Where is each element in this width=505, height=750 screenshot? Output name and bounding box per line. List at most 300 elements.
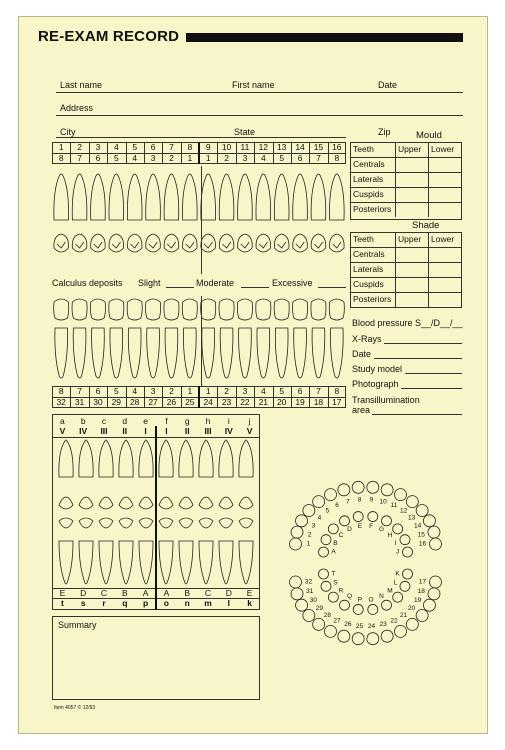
xrays-line[interactable]: [384, 343, 462, 344]
primary-lower-occlusal: [239, 518, 253, 528]
arch-tooth-lower[interactable]: [325, 625, 337, 637]
calculus-slight-line[interactable]: [166, 287, 194, 288]
arch-tooth-number: 29: [315, 604, 324, 612]
arch-primary-upper[interactable]: [382, 516, 392, 526]
mould-header-teeth: Teeth: [353, 144, 374, 154]
lower-tooth-buccal: [330, 328, 343, 378]
primary-tooth-label: n: [184, 598, 190, 608]
primary-upper-occlusal: [79, 497, 93, 509]
primary-upper-tooth: [159, 440, 173, 477]
arch-tooth-number: 12: [400, 507, 408, 515]
arch-primary-lower[interactable]: [368, 604, 378, 614]
upper-strip-number: 13: [276, 142, 287, 152]
primary-lower-tooth: [219, 541, 233, 584]
lower-strip-number: 31: [74, 397, 85, 407]
arch-primary-upper[interactable]: [328, 524, 338, 534]
upper-strip-number: 11: [240, 142, 250, 152]
primary-lower-tooth: [139, 541, 153, 584]
upper-strip-number: 7: [169, 142, 174, 152]
arch-primary-upper[interactable]: [400, 535, 410, 545]
arch-primary-lower[interactable]: [340, 600, 350, 610]
primary-tooth-label: h: [205, 416, 211, 426]
upper-tooth-buccal: [311, 174, 326, 220]
primary-tooth-label: m: [204, 598, 212, 608]
upper-tooth-fissure: [94, 242, 102, 248]
upper-strip-number: 2: [77, 142, 82, 152]
upper-tooth-occlusal: [274, 234, 289, 252]
upper-tooth-buccal: [219, 174, 234, 220]
study-model-line[interactable]: [405, 373, 462, 374]
primary-tooth-label: E: [246, 588, 253, 598]
calculus-moderate-label: Moderate: [196, 278, 235, 288]
lower-strip-number: 7: [77, 386, 82, 396]
primary-tooth-label: I: [144, 426, 147, 436]
primary-lower-tooth: [59, 541, 73, 584]
upper-strip-number: 4: [132, 153, 138, 163]
arch-primary-upper[interactable]: [319, 547, 329, 557]
lower-strip-number: 3: [150, 386, 156, 396]
primary-tooth-label: V: [59, 426, 66, 436]
shade-row-posteriors: Posteriors: [353, 294, 392, 304]
primary-tooth-label: V: [246, 426, 253, 436]
lower-tooth-buccal: [202, 328, 215, 378]
dental-arch-chart: [283, 470, 448, 650]
lower-tooth-buccal: [294, 328, 307, 378]
upper-tooth-buccal: [238, 174, 253, 220]
arch-tooth-lower[interactable]: [291, 588, 303, 600]
lower-midline: [201, 296, 202, 386]
lower-strip-number: 6: [95, 386, 101, 396]
primary-tooth-label: D: [80, 588, 87, 598]
upper-tooth-buccal: [91, 174, 106, 220]
arch-primary-upper[interactable]: [340, 516, 350, 526]
lower-tooth-occlusal: [219, 299, 234, 320]
upper-strip-number: 8: [334, 153, 340, 163]
upper-tooth-buccal: [256, 174, 271, 220]
primary-upper-occlusal: [119, 497, 133, 509]
upper-tooth-fissure: [204, 242, 212, 248]
arch-primary-upper[interactable]: [393, 524, 403, 534]
arch-tooth-lower[interactable]: [430, 576, 442, 588]
upper-tooth-occlusal: [127, 234, 142, 252]
lower-strip-number: 2: [224, 386, 229, 396]
photograph-label: Photograph: [352, 379, 399, 389]
upper-tooth-buccal: [293, 174, 308, 220]
upper-tooth-fissure: [314, 242, 322, 248]
upper-strip-number: 8: [58, 153, 64, 163]
lower-tooth-buccal: [312, 328, 325, 378]
arch-tooth-upper[interactable]: [430, 538, 442, 550]
lower-tooth-occlusal: [274, 299, 289, 320]
upper-tooth-fissure: [149, 242, 157, 248]
arch-tooth-upper[interactable]: [352, 481, 364, 493]
upper-tooth-buccal: [201, 174, 216, 220]
lower-strip-number: 24: [203, 397, 213, 407]
arch-tooth-upper[interactable]: [338, 484, 350, 496]
primary-upper-occlusal: [99, 497, 113, 509]
primary-lower-occlusal: [119, 518, 133, 528]
arch-tooth-number: 16: [418, 540, 427, 548]
shade-row-laterals: Laterals: [353, 264, 384, 274]
lower-strip-number: 29: [111, 397, 122, 407]
primary-upper-tooth: [99, 440, 113, 477]
lower-tooth-buccal: [183, 328, 196, 378]
primary-upper-occlusal: [139, 497, 153, 509]
mould-row-laterals: Laterals: [353, 174, 384, 184]
city-line[interactable]: [56, 137, 346, 138]
primary-lower-tooth: [79, 541, 93, 584]
upper-strip-number: 5: [279, 153, 285, 163]
primary-tooth-label: II: [122, 426, 128, 436]
first-name-label: First name: [232, 80, 275, 90]
primary-tooth-label: k: [247, 598, 252, 608]
address-line[interactable]: [56, 115, 463, 116]
lower-tooth-occlusal: [293, 299, 308, 320]
transillumination-area-label: area: [352, 405, 371, 415]
shade-row-centrals: Centrals: [353, 249, 385, 259]
mould-lower-cell[interactable]: [429, 188, 461, 201]
upper-tooth-buccal: [164, 174, 179, 220]
arch-tooth-number: 10: [379, 498, 387, 506]
primary-tooth-label: B: [184, 588, 191, 598]
arch-tooth-upper[interactable]: [313, 496, 325, 508]
primary-lower-tooth: [119, 541, 133, 584]
arch-tooth-upper[interactable]: [416, 504, 428, 516]
upper-teeth-diagram: [52, 170, 346, 270]
arch-tooth-lower[interactable]: [290, 576, 302, 588]
arch-tooth-upper[interactable]: [367, 481, 379, 493]
arch-primary-lower[interactable]: [403, 569, 413, 579]
arch-primary-upper[interactable]: [368, 512, 378, 522]
upper-strip-number: 1: [58, 142, 64, 152]
lower-strip-number: 20: [276, 397, 287, 407]
lower-strip-number: 4: [260, 386, 266, 396]
arch-tooth-number: 13: [407, 514, 416, 522]
arch-tooth-upper[interactable]: [406, 496, 418, 508]
shade-upper-cell[interactable]: [396, 293, 427, 306]
arch-primary-letter: D: [347, 526, 352, 534]
upper-tooth-fissure: [296, 242, 304, 248]
upper-tooth-occlusal: [109, 234, 124, 252]
calculus-excessive-line[interactable]: [318, 287, 346, 288]
summary-label: Summary: [58, 620, 97, 630]
upper-tooth-buccal: [329, 174, 344, 220]
primary-tooth-label: III: [100, 426, 108, 436]
arch-tooth-lower[interactable]: [367, 633, 379, 645]
primary-tooth-label: A: [163, 588, 170, 598]
primary-tooth-label: B: [121, 588, 128, 598]
upper-strip-number: 1: [187, 153, 193, 163]
mould-row-cuspids: Cuspids: [353, 189, 384, 199]
upper-strip-number: 15: [313, 142, 324, 152]
mould-row-centrals: Centrals: [353, 159, 385, 169]
primary-lower-tooth: [239, 541, 253, 584]
arch-tooth-number: 15: [417, 531, 425, 539]
shade-header-lower: Lower: [431, 234, 455, 244]
upper-strip-number: 4: [260, 153, 266, 163]
shade-row-cuspids: Cuspids: [353, 279, 384, 289]
lower-strip-number: 32: [56, 397, 66, 407]
lower-tooth-occlusal: [127, 299, 142, 320]
arch-tooth-lower[interactable]: [296, 599, 308, 611]
upper-tooth-occlusal: [201, 234, 216, 252]
upper-strip-number: 7: [77, 153, 82, 163]
arch-primary-lower[interactable]: [400, 581, 410, 591]
lower-strip-number: 25: [185, 397, 195, 407]
upper-tooth-occlusal: [183, 234, 198, 252]
lower-strip-number: 17: [332, 397, 342, 407]
lower-strip-number: 22: [240, 397, 250, 407]
arch-tooth-number: 18: [417, 588, 425, 596]
upper-strip-number: 16: [332, 142, 342, 152]
upper-tooth-occlusal: [293, 234, 308, 252]
shade-lower-cell[interactable]: [429, 293, 461, 306]
zip-label: Zip: [378, 127, 391, 137]
arch-tooth-lower[interactable]: [338, 630, 350, 642]
arch-primary-lower[interactable]: [321, 581, 331, 591]
lower-tooth-occlusal: [90, 299, 105, 320]
upper-strip-number: 3: [95, 142, 101, 152]
shade-lower-cell[interactable]: [429, 263, 461, 276]
arch-tooth-number: 30: [309, 596, 318, 604]
lower-tooth-occlusal: [72, 299, 87, 320]
city-label: City: [60, 127, 76, 137]
arch-primary-upper[interactable]: [403, 547, 413, 557]
arch-tooth-lower[interactable]: [416, 610, 428, 622]
upper-tooth-occlusal: [72, 234, 87, 252]
lower-strip-number: 2: [169, 386, 174, 396]
upper-tooth-buccal: [127, 174, 142, 220]
lower-tooth-buccal: [239, 328, 252, 378]
arch-primary-upper[interactable]: [353, 512, 363, 522]
upper-tooth-occlusal: [54, 234, 69, 252]
primary-lower-occlusal: [199, 518, 213, 528]
mould-header-lower: Lower: [431, 144, 455, 154]
transillumination-line[interactable]: [372, 414, 462, 415]
shade-title: Shade: [412, 220, 440, 231]
arch-primary-letter: Q: [346, 593, 353, 601]
arch-tooth-upper[interactable]: [395, 489, 407, 501]
arch-tooth-number: 27: [333, 617, 341, 625]
arch-tooth-lower[interactable]: [303, 610, 315, 622]
upper-tooth-fissure: [112, 242, 120, 248]
lower-tooth-occlusal: [146, 299, 161, 320]
primary-tooth-label: s: [80, 598, 86, 608]
exam-date-line[interactable]: [374, 358, 462, 359]
shade-lower-cell[interactable]: [429, 278, 461, 291]
lower-tooth-buccal: [55, 328, 68, 378]
primary-lower-occlusal: [139, 518, 153, 528]
upper-tooth-buccal: [109, 174, 124, 220]
upper-tooth-buccal: [274, 174, 289, 220]
upper-strip-number: 5: [132, 142, 138, 152]
arch-tooth-upper[interactable]: [303, 504, 315, 516]
primary-tooth-label: p: [142, 598, 149, 608]
mould-lower-cell[interactable]: [429, 158, 461, 171]
primary-lower-occlusal: [99, 518, 113, 528]
arch-tooth-upper[interactable]: [296, 515, 308, 527]
arch-primary-lower[interactable]: [328, 592, 338, 602]
lower-tooth-buccal: [147, 328, 160, 378]
lower-tooth-buccal: [110, 328, 123, 378]
primary-upper-occlusal: [239, 497, 253, 509]
lower-strip-number: 1: [205, 386, 211, 396]
upper-tooth-buccal: [146, 174, 161, 220]
shade-lower-cell[interactable]: [429, 248, 461, 261]
mould-upper-cell[interactable]: [396, 173, 427, 186]
arch-tooth-number: 3: [311, 522, 316, 530]
primary-lower-tooth: [99, 541, 113, 584]
footer-item-number: Item 4057 © 12/93: [54, 705, 96, 711]
lower-center-divider: [198, 386, 200, 408]
arch-tooth-upper[interactable]: [428, 526, 440, 538]
primary-upper-tooth: [179, 440, 193, 477]
primary-tooth-label: i: [227, 416, 230, 426]
shade-upper-cell[interactable]: [396, 278, 427, 291]
arch-tooth-number: 31: [306, 588, 314, 596]
arch-tooth-number: 24: [367, 623, 376, 631]
title-bar: [186, 33, 463, 42]
arch-tooth-number: 23: [379, 621, 387, 629]
arch-primary-letter: M: [387, 587, 393, 595]
primary-tooth-label: IV: [79, 426, 88, 436]
primary-upper-tooth: [119, 440, 133, 477]
last-name-label: Last name: [60, 80, 103, 90]
calculus-moderate-line[interactable]: [241, 287, 269, 288]
arch-tooth-upper[interactable]: [290, 538, 302, 550]
arch-tooth-lower[interactable]: [313, 618, 325, 630]
arch-primary-lower[interactable]: [319, 569, 329, 579]
mould-upper-cell[interactable]: [396, 188, 427, 201]
arch-tooth-upper[interactable]: [325, 489, 337, 501]
arch-primary-letter: P: [357, 596, 363, 604]
upper-tooth-fissure: [222, 242, 230, 248]
xrays-label: X-Rays: [352, 334, 382, 344]
arch-tooth-lower[interactable]: [395, 625, 407, 637]
primary-upper-tooth: [59, 440, 73, 477]
shade-upper-cell[interactable]: [396, 248, 427, 261]
primary-tooth-label: E: [59, 588, 66, 598]
arch-tooth-number: 8: [357, 496, 362, 504]
upper-strip-number: 9: [205, 142, 211, 152]
blood-pressure-label: Blood pressure S__/D__/__: [352, 318, 463, 328]
upper-strip-number: 5: [113, 153, 119, 163]
lower-strip-number: 18: [313, 397, 324, 407]
arch-tooth-number: 28: [323, 611, 331, 619]
primary-tooth-label: f: [165, 416, 168, 426]
arch-primary-letter: E: [357, 523, 363, 531]
primary-tooth-label: a: [60, 416, 65, 426]
upper-tooth-buccal: [182, 174, 197, 220]
arch-primary-lower[interactable]: [353, 604, 363, 614]
primary-tooth-label: C: [204, 588, 212, 598]
primary-upper-occlusal: [199, 497, 213, 509]
arch-tooth-upper[interactable]: [291, 526, 303, 538]
primary-tooth-label: o: [163, 598, 169, 608]
lower-tooth-buccal: [92, 328, 105, 378]
upper-tooth-fissure: [75, 242, 83, 248]
upper-tooth-occlusal: [256, 234, 271, 252]
form-title: RE-EXAM RECORD: [38, 28, 180, 45]
arch-tooth-lower[interactable]: [423, 599, 435, 611]
shade-upper-cell[interactable]: [396, 263, 427, 276]
arch-tooth-number: 7: [346, 498, 350, 506]
arch-primary-upper[interactable]: [321, 535, 331, 545]
arch-primary-letter: C: [338, 532, 344, 540]
lower-strip-number: 19: [295, 397, 305, 407]
upper-tooth-fissure: [167, 242, 175, 248]
arch-primary-letter: G: [378, 526, 385, 534]
name-line[interactable]: [56, 92, 463, 93]
lower-tooth-occlusal: [164, 299, 179, 320]
arch-tooth-number: 22: [390, 617, 398, 625]
arch-primary-lower[interactable]: [382, 600, 392, 610]
upper-tooth-occlusal: [238, 234, 253, 252]
calculus-label: Calculus deposits: [52, 278, 123, 288]
primary-center-divider: [155, 426, 157, 610]
lower-strip-number: 5: [113, 386, 119, 396]
lower-tooth-occlusal: [201, 299, 216, 320]
primary-lower-occlusal: [59, 518, 73, 528]
primary-tooth-label: l: [227, 598, 230, 608]
primary-tooth-label: r: [102, 598, 106, 608]
arch-tooth-lower[interactable]: [352, 633, 364, 645]
primary-upper-tooth: [139, 440, 153, 477]
lower-strip-number: 5: [279, 386, 285, 396]
transillumination-label: Transillumination: [352, 395, 420, 405]
photograph-line[interactable]: [401, 388, 462, 389]
upper-strip-number: 1: [205, 153, 211, 163]
lower-tooth-buccal: [73, 328, 86, 378]
arch-tooth-number: 26: [344, 621, 352, 629]
upper-tooth-occlusal: [146, 234, 161, 252]
arch-tooth-upper[interactable]: [423, 515, 435, 527]
mould-lower-cell[interactable]: [429, 173, 461, 186]
arch-tooth-lower[interactable]: [428, 588, 440, 600]
mould-lower-cell[interactable]: [429, 203, 461, 216]
arch-tooth-lower[interactable]: [406, 618, 418, 630]
primary-tooth-label: t: [60, 598, 64, 608]
arch-tooth-upper[interactable]: [381, 484, 393, 496]
upper-tooth-fissure: [131, 242, 139, 248]
arch-primary-letter: B: [333, 539, 338, 547]
lower-tooth-occlusal: [182, 299, 197, 320]
mould-upper-cell[interactable]: [396, 203, 427, 216]
arch-primary-lower[interactable]: [393, 592, 403, 602]
primary-tooth-label: b: [80, 416, 86, 426]
upper-tooth-occlusal: [164, 234, 179, 252]
upper-tooth-occlusal: [330, 234, 345, 252]
lower-strip-number: 27: [148, 397, 158, 407]
calculus-slight-label: Slight: [138, 278, 161, 288]
upper-strip-number: 3: [242, 153, 248, 163]
primary-tooth-label: e: [143, 416, 148, 426]
state-label: State: [234, 127, 256, 137]
lower-strip-number: 4: [132, 386, 138, 396]
lower-tooth-occlusal: [109, 299, 124, 320]
upper-tooth-fissure: [278, 242, 286, 248]
mould-upper-cell[interactable]: [396, 158, 427, 171]
arch-primary-letter: S: [333, 579, 338, 587]
upper-strip-number: 2: [224, 153, 229, 163]
arch-tooth-lower[interactable]: [381, 630, 393, 642]
upper-midline: [201, 166, 202, 274]
arch-tooth-number: 20: [407, 604, 416, 612]
upper-tooth-fissure: [57, 242, 65, 248]
lower-strip-number: 23: [221, 397, 232, 407]
primary-lower-occlusal: [159, 518, 173, 528]
primary-lower-tooth: [159, 541, 173, 584]
